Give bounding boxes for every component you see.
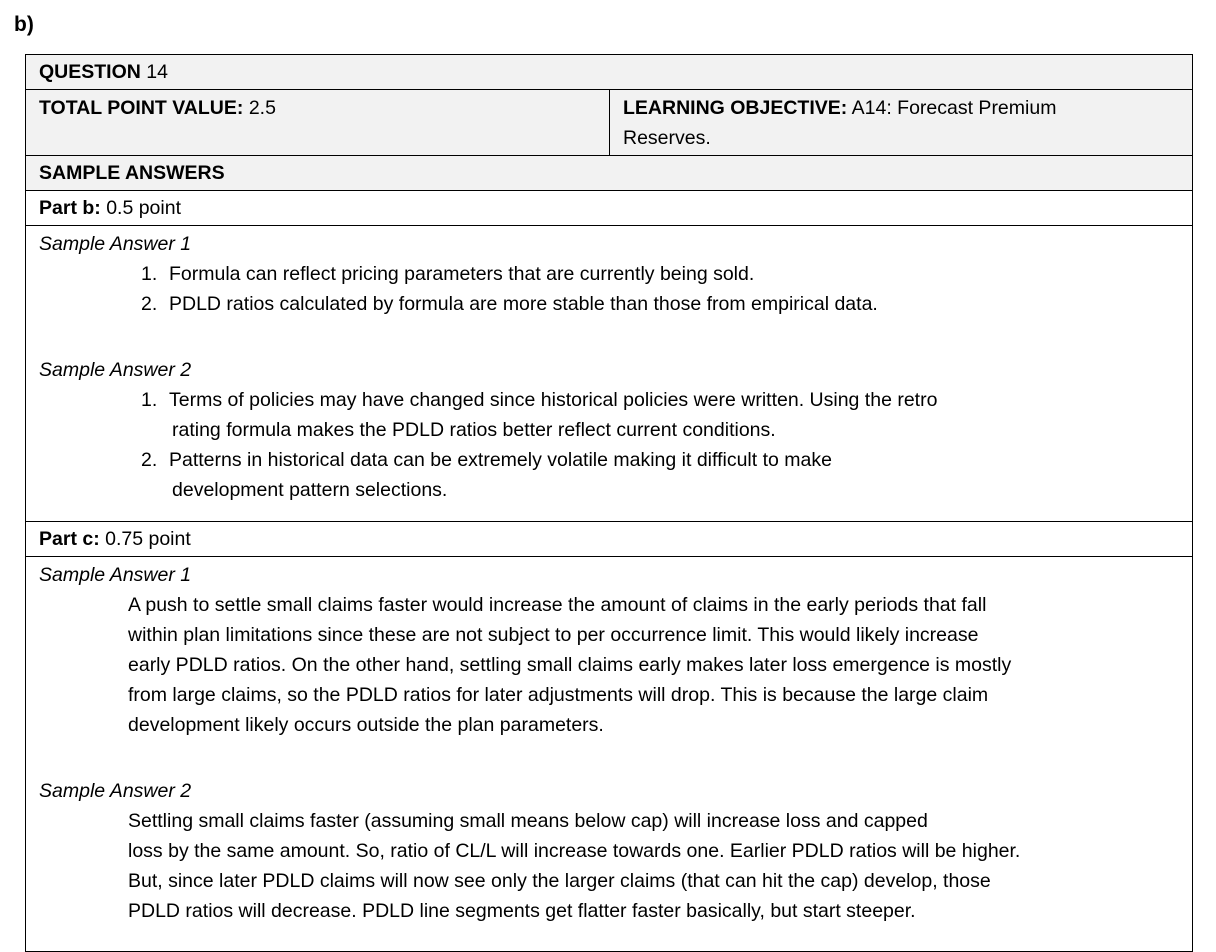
list-number: 2. xyxy=(141,449,158,471)
paragraph-line: loss by the same amount. So, ratio of CL/L will increase towards one. Earlier PDLD ratios will be higher. xyxy=(128,840,1021,862)
part-c-points: 0.75 point xyxy=(105,528,191,550)
sample-answer-title: Sample Answer 2 xyxy=(39,780,192,802)
paragraph-line: development likely occurs outside the plan parameters. xyxy=(128,714,604,736)
list-item xyxy=(141,259,1179,289)
question-label: QUESTION xyxy=(39,61,141,83)
list-item xyxy=(141,289,1179,319)
total-point-cell xyxy=(26,90,610,156)
sample-answers-heading-cell xyxy=(26,156,1193,191)
sample-answer-title: Sample Answer 2 xyxy=(39,359,192,381)
learning-objective-text-cont: Reserves. xyxy=(623,127,711,149)
part-c-header-cell xyxy=(26,522,1193,557)
paragraph-line: within plan limitations since these are not subject to per occurrence limit. This would likely increase xyxy=(128,624,979,646)
answer-paragraph xyxy=(128,590,1168,740)
sample-answer-title: Sample Answer 1 xyxy=(39,233,192,255)
paragraph-line: from large claims, so the PDLD ratios for later adjustments will drop. This is because the large claim xyxy=(128,684,989,706)
learning-objective-text: A14: Forecast Premium xyxy=(851,97,1057,119)
part-b-points: 0.5 point xyxy=(106,197,181,219)
list-text: PDLD ratios calculated by formula are more stable than those from empirical data. xyxy=(169,293,878,315)
answer-list xyxy=(39,385,1179,505)
learning-objective-label: LEARNING OBJECTIVE: xyxy=(623,97,848,119)
list-text-cont: rating formula makes the PDLD ratios better reflect current conditions. xyxy=(172,419,776,441)
list-item xyxy=(141,385,1179,445)
paragraph-line: A push to settle small claims faster would increase the amount of claims in the early periods that fall xyxy=(128,594,987,616)
total-point-value: 2.5 xyxy=(248,97,276,119)
list-item xyxy=(141,445,1179,505)
paragraph-line: Settling small claims faster (assuming small means below cap) will increase loss and capped xyxy=(128,810,928,832)
list-text-cont: development pattern selections. xyxy=(172,479,448,501)
learning-objective-cell xyxy=(610,90,1193,156)
paragraph-line: PDLD ratios will decrease. PDLD line segments get flatter faster basically, but start steeper. xyxy=(128,900,916,922)
part-b-header-cell xyxy=(26,191,1193,226)
list-number: 1. xyxy=(141,263,158,285)
answer-paragraph xyxy=(128,806,1168,926)
list-text: Patterns in historical data can be extremely volatile making it difficult to make xyxy=(169,449,832,471)
part-c-label: Part c: xyxy=(39,528,100,550)
list-number: 1. xyxy=(141,389,158,411)
total-point-label: TOTAL POINT VALUE: xyxy=(39,97,244,119)
list-text: Formula can reflect pricing parameters that are currently being sold. xyxy=(169,263,755,285)
part-c-answers-cell xyxy=(26,557,1193,952)
part-b-answers-cell xyxy=(26,226,1193,522)
question-table xyxy=(25,54,1193,952)
list-number: 2. xyxy=(141,293,158,315)
part-label: b) xyxy=(14,13,34,36)
list-text: Terms of policies may have changed since historical policies were written. Using the retro xyxy=(169,389,938,411)
question-header-cell xyxy=(26,55,1193,90)
answer-list xyxy=(39,259,1179,319)
sample-answers-heading: SAMPLE ANSWERS xyxy=(39,162,225,184)
part-b-label: Part b: xyxy=(39,197,101,219)
sample-answer-title: Sample Answer 1 xyxy=(39,564,192,586)
question-number: 14 xyxy=(146,61,168,83)
paragraph-line: But, since later PDLD claims will now see only the larger claims (that can hit the cap) develop, those xyxy=(128,870,991,892)
paragraph-line: early PDLD ratios. On the other hand, settling small claims early makes later loss emergence is mostly xyxy=(128,654,1012,676)
